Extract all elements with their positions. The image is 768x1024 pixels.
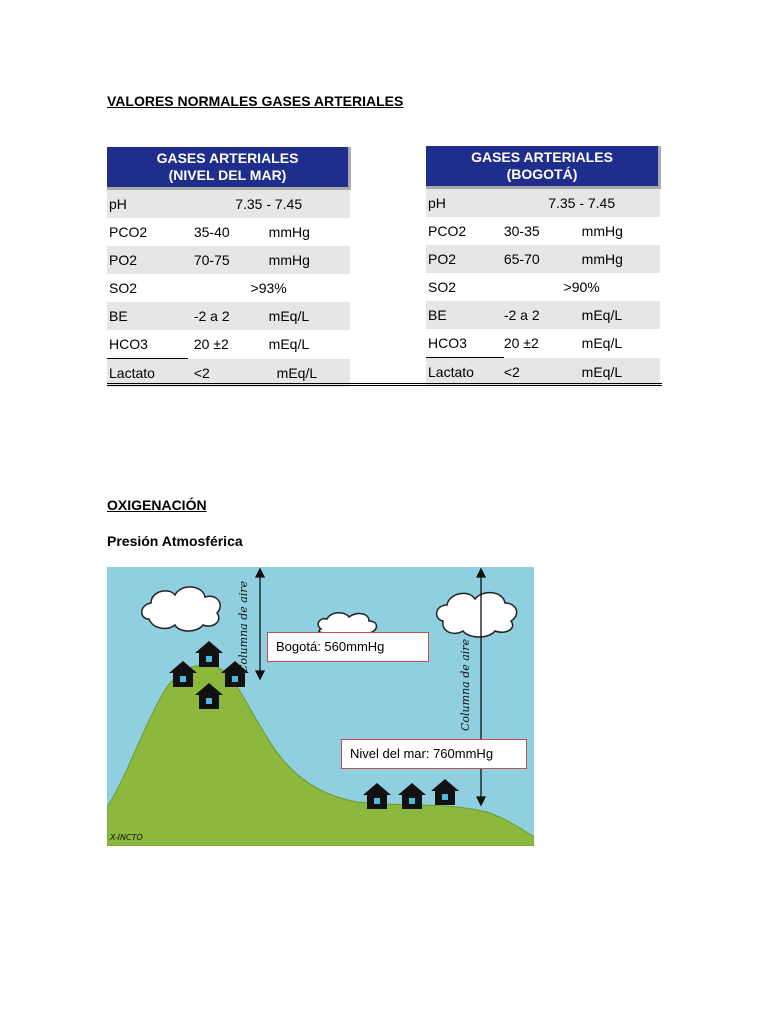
table-bottom-rule	[107, 383, 662, 384]
row-value: 20 ±2	[188, 330, 269, 359]
table-header	[426, 146, 660, 188]
row-unit: mmHg	[582, 245, 660, 273]
table-row	[107, 274, 350, 302]
artist-signature: X-INCTO	[110, 833, 143, 842]
row-param: Lactato	[107, 359, 188, 388]
row-value: 30-35	[504, 217, 582, 245]
row-unit: mEq/L	[269, 359, 350, 388]
page-title: VALORES NORMALES GASES ARTERIALES	[107, 93, 404, 109]
row-unit: mEq/L	[582, 358, 660, 387]
row-value: 20 ±2	[504, 329, 582, 358]
table-row	[426, 188, 660, 218]
row-param: PCO2	[107, 218, 188, 246]
table-row	[107, 330, 350, 359]
row-param: HCO3	[107, 330, 188, 359]
row-unit: mmHg	[269, 246, 350, 274]
table-row	[426, 217, 660, 245]
row-param: Lactato	[426, 358, 504, 387]
table-row	[107, 246, 350, 274]
row-param: BE	[426, 301, 504, 329]
row-value: -2 a 2	[188, 302, 269, 330]
air-column-label-sea: Columna de aire	[459, 638, 472, 731]
table-header	[107, 147, 350, 189]
row-value: 65-70	[504, 245, 582, 273]
row-unit: mEq/L	[269, 330, 350, 359]
row-value: 70-75	[188, 246, 269, 274]
row-param: BE	[107, 302, 188, 330]
gas-table-bogota	[426, 146, 661, 386]
row-value: 7.35 - 7.45	[188, 189, 350, 219]
table-row	[426, 358, 660, 387]
row-value: -2 a 2	[504, 301, 582, 329]
row-value: >90%	[504, 273, 660, 301]
table-bottom-rule-2	[107, 385, 662, 386]
table-row	[107, 189, 350, 219]
table-row	[107, 218, 350, 246]
air-column-label-mountain: Columna de aire	[237, 580, 250, 673]
gas-table-sea-level	[107, 147, 351, 387]
row-unit: mEq/L	[269, 302, 350, 330]
row-value: <2	[188, 359, 269, 388]
row-param: pH	[426, 188, 504, 218]
row-param: PO2	[107, 246, 188, 274]
row-value: 35-40	[188, 218, 269, 246]
row-param: SO2	[426, 273, 504, 301]
callout-bogota: Bogotá: 560mmHg	[267, 632, 429, 662]
row-param: PCO2	[426, 217, 504, 245]
row-unit: mEq/L	[582, 301, 660, 329]
table-row	[426, 245, 660, 273]
table-header-line1: GASES ARTERIALES	[471, 149, 613, 165]
row-unit: mmHg	[582, 217, 660, 245]
table-row	[107, 302, 350, 330]
row-param: HCO3	[426, 329, 504, 358]
table-header-line1: GASES ARTERIALES	[156, 150, 299, 166]
callout-sea-level: Nivel del mar: 760mmHg	[341, 739, 527, 769]
subsection-title: Presión Atmosférica	[107, 533, 243, 549]
row-unit: mmHg	[269, 218, 350, 246]
row-unit: mEq/L	[582, 329, 660, 358]
row-param: PO2	[426, 245, 504, 273]
row-param: SO2	[107, 274, 188, 302]
table-header-line2: (NIVEL DEL MAR)	[168, 167, 287, 183]
table-header-line2: (BOGOTÁ)	[506, 166, 578, 182]
row-value: 7.35 - 7.45	[504, 188, 660, 218]
row-value: <2	[504, 358, 582, 387]
section-title: OXIGENACIÓN	[107, 497, 207, 513]
table-row	[426, 301, 660, 329]
row-value: >93%	[188, 274, 350, 302]
atmospheric-pressure-illustration	[107, 567, 534, 846]
row-param: pH	[107, 189, 188, 219]
table-row	[426, 329, 660, 358]
table-row	[426, 273, 660, 301]
